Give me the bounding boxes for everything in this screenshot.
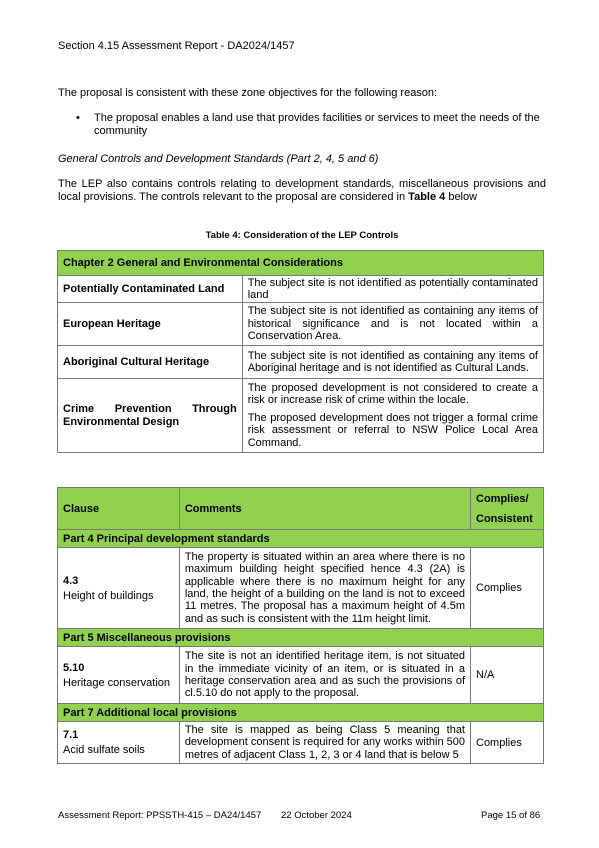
- bullet-dot-icon: •: [76, 112, 80, 124]
- status-cell: Complies: [471, 548, 544, 629]
- clause-name: Height of buildings: [63, 589, 154, 602]
- clause-cell: [58, 722, 180, 764]
- clauses-table: [57, 487, 544, 764]
- row-text: [242, 379, 543, 453]
- footer-page-number: Page 15 of 86: [481, 810, 541, 821]
- status-cell: N/A: [471, 647, 544, 704]
- table-row: [58, 548, 544, 629]
- lep-paragraph-start: The LEP also contains controls relating to development standards, miscellaneous provisions and local provisions. The controls relevant to the proposal are considered in: [58, 178, 546, 203]
- page-header: Section 4.15 Assessment Report - DA2024/1457: [58, 40, 295, 52]
- comment-cell: The site is mapped as being Class 5 meaning that development consent is required for any works within 500 metres of adjacent Class 1, 2, 3 or 4 land that is below 5: [179, 722, 470, 764]
- section-heading: Part 4 Principal development standards: [58, 530, 544, 548]
- table-row: [58, 303, 544, 346]
- row-label: Crime Prevention Through Environmental Design: [58, 379, 243, 453]
- bullet-item: [58, 112, 546, 138]
- intro-paragraph: The proposal is consistent with these zone objectives for the following reason:: [58, 87, 438, 99]
- clause-name: Heritage conservation: [63, 676, 171, 689]
- section-heading: Part 5 Miscellaneous provisions: [58, 629, 544, 647]
- row-label: European Heritage: [58, 303, 243, 346]
- col-header-clause: Clause: [58, 488, 180, 530]
- comment-cell: The site is not an identified heritage item, is not situated in the immediate vicinity of an item, or is situated in a heritage conservation area and as such the provisions of cl.5.10 do not apply to the proposal.: [179, 647, 470, 704]
- table-row: [58, 647, 544, 704]
- subheading: General Controls and Development Standards (Part 2, 4, 5 and 6): [58, 153, 379, 165]
- table-caption: Table 4: Consideration of the LEP Controls: [205, 230, 399, 241]
- row-text: The subject site is not identified as containing any items of Aboriginal heritage and is not identified as Cultural Lands.: [242, 346, 543, 379]
- row-label: Potentially Contaminated Land: [58, 276, 243, 303]
- clause-cell: [58, 647, 180, 704]
- footer-report-id: Assessment Report: PPSSTH-415 – DA24/1457: [58, 810, 262, 821]
- chapter2-heading: Chapter 2 General and Environmental Considerations: [58, 251, 544, 276]
- table-row: [58, 379, 544, 453]
- table-row: [58, 346, 544, 379]
- table-row: [58, 722, 544, 764]
- row-text-para2: The proposed development does not trigger a formal crime risk assessment or referral to NSW Police Local Area Command.: [247, 411, 538, 449]
- clause-number: 4.3: [63, 574, 79, 587]
- chapter2-table: [57, 250, 544, 453]
- clause-number: 5.10: [63, 661, 85, 674]
- comment-cell: The property is situated within an area where there is no maximum building height specified hence 4.3 (2A) is applicable where there is no maximum height for any land, the height of a building on the land is not to exceed 11 metres. The proposal has a maximum height of 4.5m and as such is consistent with the 11m height limit.: [179, 548, 470, 629]
- table-reference: Table 4: [408, 191, 446, 203]
- bullet-text: The proposal enables a land use that provides facilities or services to meet the needs of the community: [94, 112, 540, 137]
- col-header-comments: Comments: [179, 488, 470, 530]
- status-cell: Complies: [471, 722, 544, 764]
- clause-number: 7.1: [63, 729, 79, 741]
- row-text: The subject site is not identified as potentially contaminated land: [242, 276, 543, 303]
- lep-paragraph-end: below: [445, 191, 478, 203]
- col-header-complies: Complies/ Consistent: [471, 488, 544, 530]
- row-text-para1: The proposed development is not considered to create a risk or increase risk of crime within the locale.: [247, 381, 538, 407]
- section-heading: Part 7 Additional local provisions: [58, 704, 544, 722]
- clause-name: Acid sulfate soils: [63, 744, 145, 756]
- footer-date: 22 October 2024: [281, 810, 352, 821]
- clause-cell: [58, 548, 180, 629]
- table-row: [58, 276, 544, 303]
- row-text: The subject site is not identified as containing any items of historical significance and is not located within a Conservation Area.: [242, 303, 543, 346]
- row-label: Aboriginal Cultural Heritage: [58, 346, 243, 379]
- lep-paragraph: [58, 178, 546, 204]
